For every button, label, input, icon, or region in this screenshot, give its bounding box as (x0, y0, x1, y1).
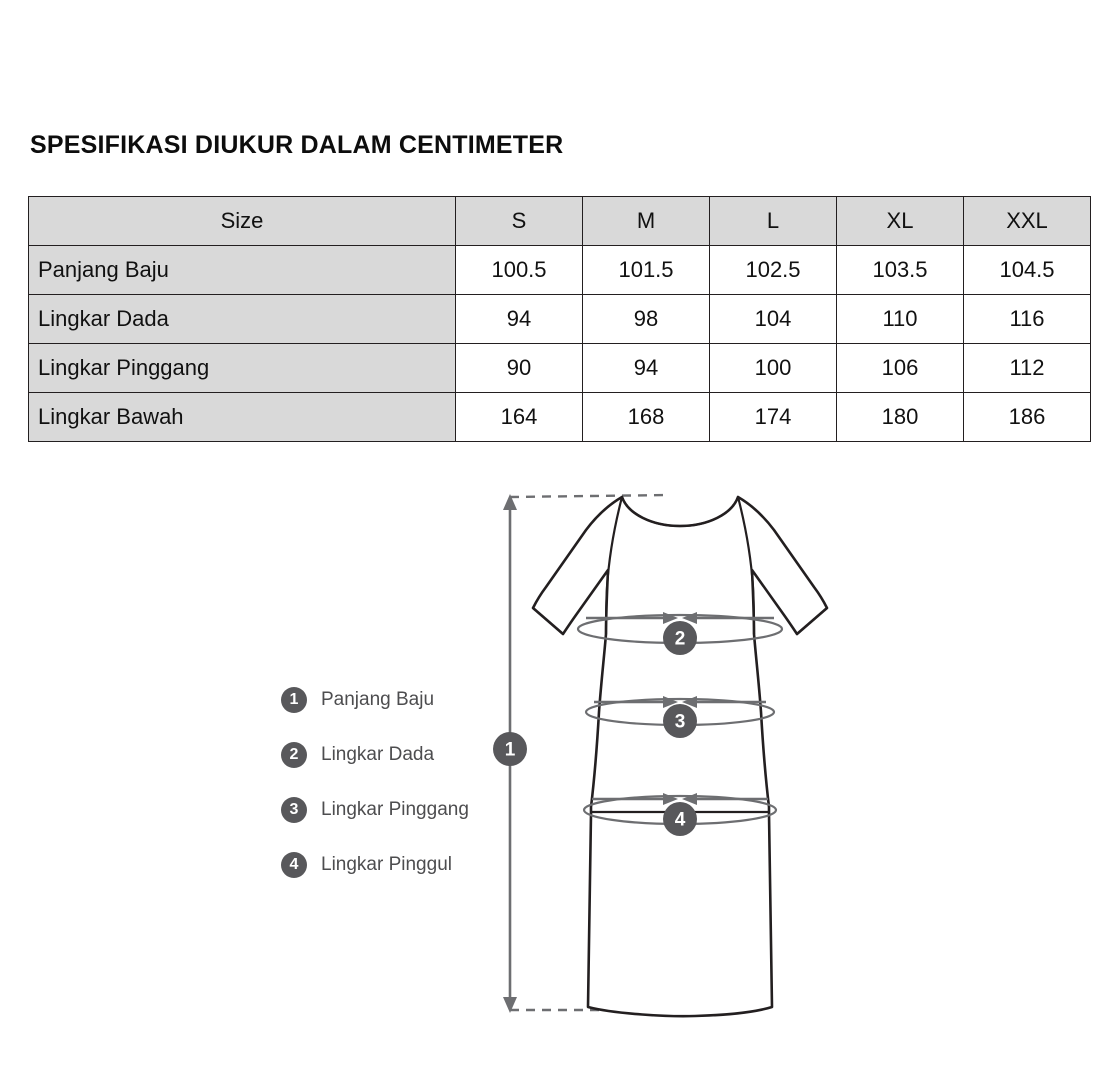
legend-badge-4-icon: 4 (281, 852, 307, 878)
size-chart-table (28, 196, 1091, 442)
cell-lingkar-pinggang-xxl: 112 (964, 344, 1091, 393)
column-header-s: S (456, 197, 583, 246)
size-chart-table-container (28, 196, 1090, 442)
cell-lingkar-bawah-l: 174 (710, 393, 837, 442)
row-label-lingkar-pinggang: Lingkar Pinggang (29, 344, 456, 393)
length-badge (493, 732, 527, 766)
cell-lingkar-bawah-xl: 180 (837, 393, 964, 442)
cell-lingkar-dada-xl: 110 (837, 295, 964, 344)
table-row (29, 295, 1091, 344)
cell-lingkar-pinggang-s: 90 (456, 344, 583, 393)
cell-lingkar-bawah-xxl: 186 (964, 393, 1091, 442)
cell-lingkar-pinggang-l: 100 (710, 344, 837, 393)
badge-2-label: 2 (674, 628, 686, 650)
column-header-m: M (583, 197, 710, 246)
column-header-xxl: XXL (964, 197, 1091, 246)
cell-lingkar-pinggang-m: 94 (583, 344, 710, 393)
table-row (29, 246, 1091, 295)
cell-panjang-baju-m: 101.5 (583, 246, 710, 295)
column-header-size-label: Size (29, 197, 456, 246)
badge-4-label: 4 (674, 809, 686, 831)
column-header-l: L (710, 197, 837, 246)
cell-panjang-baju-xl: 103.5 (837, 246, 964, 295)
cell-panjang-baju-s: 100.5 (456, 246, 583, 295)
cell-lingkar-dada-s: 94 (456, 295, 583, 344)
dress-body-outline (533, 497, 827, 1016)
legend-label-panjang-baju: Panjang Baju (321, 688, 435, 710)
cell-lingkar-dada-m: 98 (583, 295, 710, 344)
cell-panjang-baju-xxl: 104.5 (964, 246, 1091, 295)
cell-panjang-baju-l: 102.5 (710, 246, 837, 295)
table-row (29, 393, 1091, 442)
legend-badge-2-icon: 2 (281, 742, 307, 768)
badge-1-label: 1 (504, 739, 516, 761)
column-header-xl: XL (837, 197, 964, 246)
legend-label-lingkar-pinggul: Lingkar Pinggul (321, 853, 452, 875)
badge-3-label: 3 (674, 711, 686, 733)
cell-lingkar-bawah-m: 168 (583, 393, 710, 442)
legend-badge-1-icon: 1 (281, 687, 307, 713)
table-header-row (29, 197, 1091, 246)
cell-lingkar-dada-xxl: 116 (964, 295, 1091, 344)
table-row (29, 344, 1091, 393)
top-guide-dashed-line (510, 495, 670, 497)
measurement-diagram (0, 462, 1118, 1072)
cell-lingkar-bawah-s: 164 (456, 393, 583, 442)
cell-lingkar-dada-l: 104 (710, 295, 837, 344)
legend-badge-3-icon: 3 (281, 797, 307, 823)
row-label-lingkar-bawah: Lingkar Bawah (29, 393, 456, 442)
row-label-lingkar-dada: Lingkar Dada (29, 295, 456, 344)
row-label-panjang-baju: Panjang Baju (29, 246, 456, 295)
legend-label-lingkar-dada: Lingkar Dada (321, 743, 435, 765)
cell-lingkar-pinggang-xl: 106 (837, 344, 964, 393)
legend-label-lingkar-pinggang: Lingkar Pinggang (321, 798, 469, 820)
dress-illustration (470, 462, 890, 1042)
page-title: SPESIFIKASI DIUKUR DALAM CENTIMETER (30, 131, 564, 159)
